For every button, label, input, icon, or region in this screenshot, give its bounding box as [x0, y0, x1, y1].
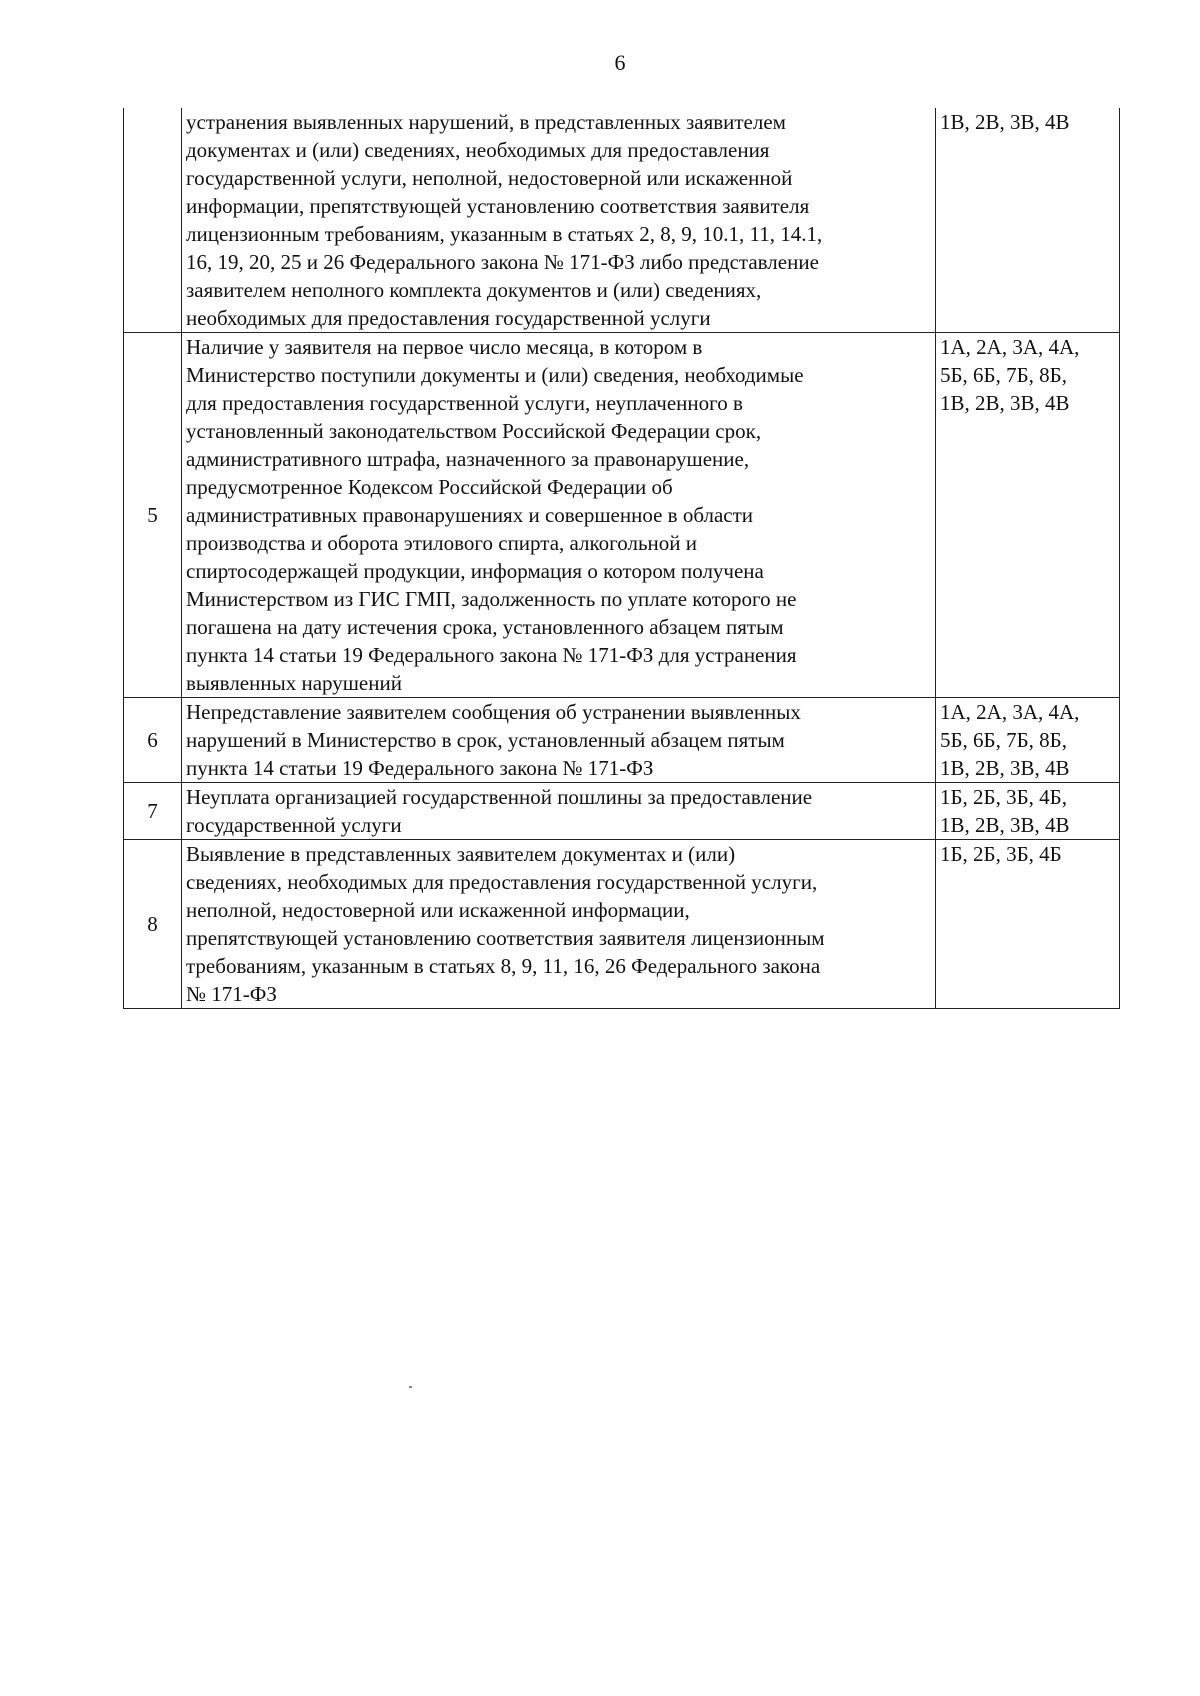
row-number: 6 [124, 698, 182, 783]
row-number: 8 [124, 840, 182, 1009]
grounds-table [123, 108, 1120, 1009]
row-codes: 1В, 2В, 3В, 4В [936, 108, 1120, 333]
row-number: 7 [124, 783, 182, 840]
table-row [124, 108, 1120, 333]
table-row [124, 698, 1120, 783]
row-text: устранения выявленных нарушений, в представленных заявителем документах и (или) сведениях, необходимых для предоставления государственной услуги, неполной, недостоверной или искаженной информации, препятствующей установлению соответствия заявителя лицензионным требованиям, указанным в статьях 2, 8, 9, 10.1, 11, 14.1, 16, 19, 20, 25 и 26 Федерального закона № 171-ФЗ либо представление заявителем неполного комплекта документов и (или) сведениях, необходимых для предоставления государственной услуги [182, 108, 936, 333]
table-row [124, 333, 1120, 698]
row-text: Наличие у заявителя на первое число месяца, в котором в Министерство поступили документы и (или) сведения, необходимые для предоставления государственной услуги, неуплаченного в установленный законодательством Российской Федерации срок, административного штрафа, назначенного за правонарушение, предусмотренное Кодексом Российской Федерации об административных правонарушениях и совершенное в области производства и оборота этилового спирта, алкогольной и спиртосодержащей продукции, информация о котором получена Министерством из ГИС ГМП, задолженность по уплате которого не погашена на дату истечения срока, установленного абзацем пятым пункта 14 статьи 19 Федерального закона № 171-ФЗ для устранения выявленных нарушений [182, 333, 936, 698]
row-codes: 1Б, 2Б, 3Б, 4Б, 1В, 2В, 3В, 4В [936, 783, 1120, 840]
row-text: Выявление в представленных заявителем документах и (или) сведениях, необходимых для предоставления государственной услуги, неполной, недостоверной или искаженной информации, препятствующей установлению соответствия заявителя лицензионным требованиям, указанным в статьях 8, 9, 11, 16, 26 Федерального закона № 171-ФЗ [182, 840, 936, 1009]
row-text: Неуплата организацией государственной пошлины за предоставление государственной услуги [182, 783, 936, 840]
table-row [124, 840, 1120, 1009]
row-codes: 1А, 2А, 3А, 4А, 5Б, 6Б, 7Б, 8Б, 1В, 2В, 3В, 4В [936, 333, 1120, 698]
row-text: Непредставление заявителем сообщения об устранении выявленных нарушений в Министерство в срок, установленный абзацем пятым пункта 14 статьи 19 Федерального закона № 171-ФЗ [182, 698, 936, 783]
row-codes: 1А, 2А, 3А, 4А, 5Б, 6Б, 7Б, 8Б, 1В, 2В, 3В, 4В [936, 698, 1120, 783]
row-number [124, 108, 182, 333]
scan-speck [409, 1386, 412, 1388]
page-number: 6 [614, 50, 626, 75]
row-codes: 1Б, 2Б, 3Б, 4Б [936, 840, 1120, 1009]
row-number: 5 [124, 333, 182, 698]
table-row [124, 783, 1120, 840]
